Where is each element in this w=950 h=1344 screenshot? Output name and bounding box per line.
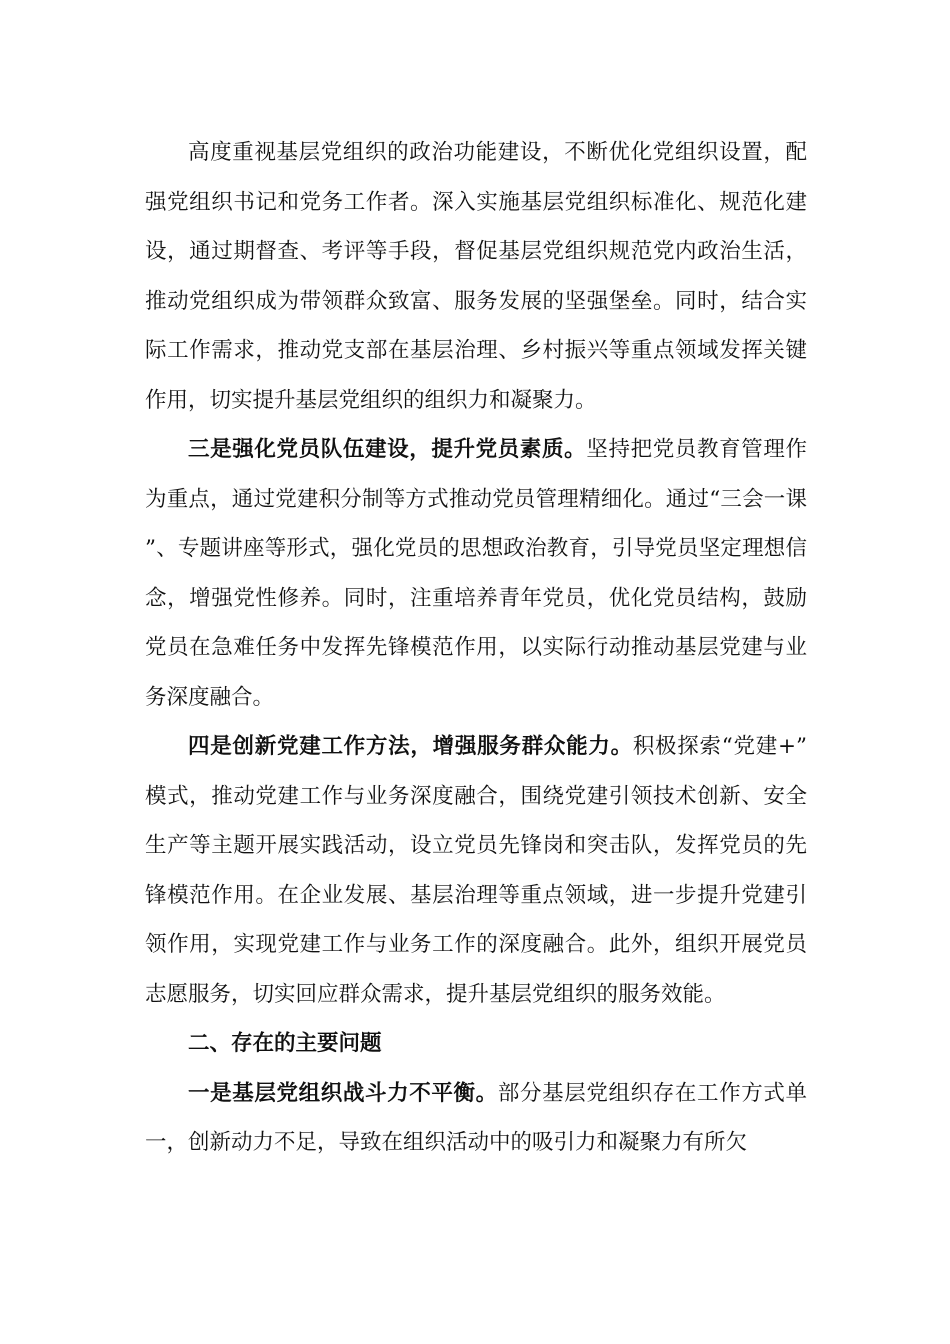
paragraph-member-team [145,425,807,722]
paragraph-body: 高度重视基层党组织的政治功能建设，不断优化党组织设置，配强党组织书记和党务工作者。深入实施基层党组织标准化、规范化建设，通过期督查、考评等手段，督促基层党组织规范党内政治生活，推动党组织成为带领群众致富、服务发展的坚强堡垒。同时，结合实际工作需求，推动党支部在基层治理、乡村振兴等重点领域发挥关键作用，切实提升基层党组织的组织力和凝聚力。 [145,140,807,413]
paragraph-problem-one [145,1069,807,1168]
paragraph-lead: 一是基层党组织战斗力不平衡。 [188,1080,498,1106]
document-page [145,128,807,1168]
paragraph-body: 坚持把党员教育管理作为重点，通过党建积分制等方式推动党员管理精细化。通过“三会一课”、专题讲座等形式，强化党员的思想政治教育，引导党员坚定理想信念，增强党性修养。同时，注重培养青年党员，优化党员结构，鼓励党员在急难任务中发挥先锋模范作用，以实际行动推动基层党建与业务深度融合。 [145,437,807,710]
paragraph-org-function [145,128,807,425]
paragraph-lead: 三是强化党员队伍建设，提升党员素质。 [188,437,587,462]
paragraph-body: 积极探索“党建+”模式，推动党建工作与业务深度融合，围绕党建引领技术创新、安全生产等主题开展实践活动，设立党员先锋岗和突击队，发挥党员的先锋模范作用。在企业发展、基层治理等重点领域，进一步提升党建引领作用，实现党建工作与业务工作的深度融合。此外，组织开展党员志愿服务，切实回应群众需求，提升基层党组织的服务效能。 [145,734,807,1007]
paragraph-work-method [145,722,807,1019]
section-heading: 二、存在的主要问题 [188,1031,382,1056]
paragraph-lead: 四是创新党建工作方法，增强服务群众能力。 [188,734,633,759]
paragraph-body: 部分基层党组织存在工作方式单一，创新动力不足，导致在组织活动中的吸引力和凝聚力有所欠 [145,1080,807,1155]
